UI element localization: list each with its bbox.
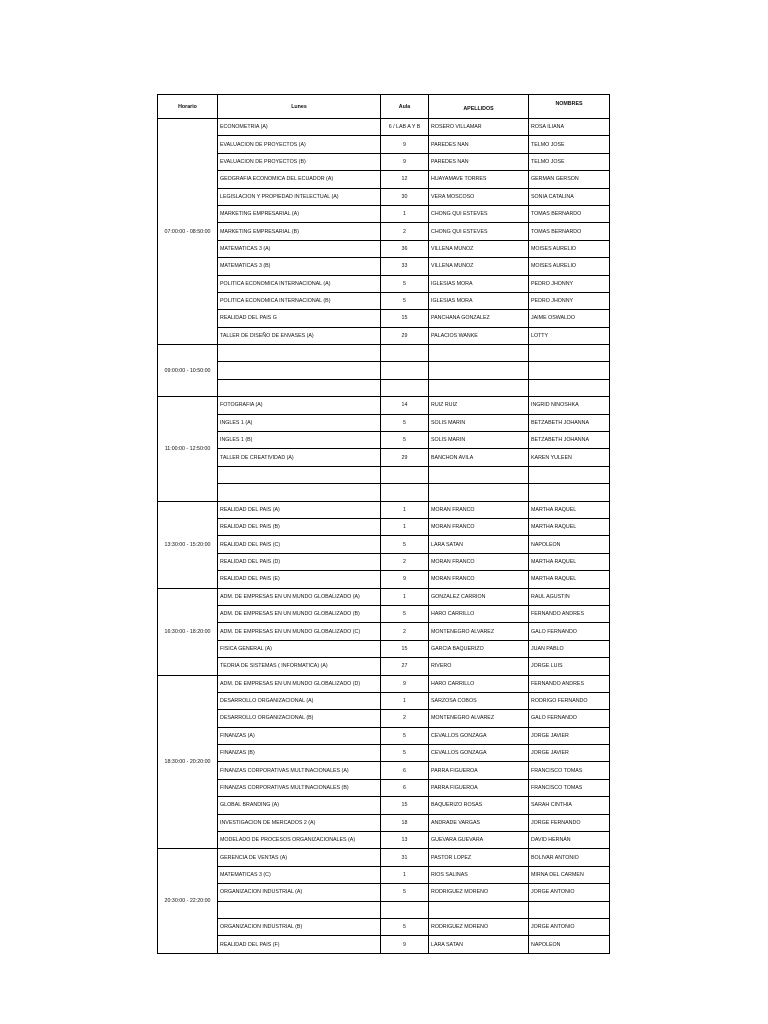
table-row <box>158 849 610 866</box>
nombres-cell: PEDRO JHONNY <box>529 275 610 292</box>
aula-cell: 27 <box>381 658 429 675</box>
apellidos-cell: MORAN FRANCO <box>429 553 529 570</box>
subject-cell: FINANZAS CORPORATIVAS MULTINACIONALES (B) <box>218 779 381 796</box>
table-row <box>158 779 610 796</box>
subject-cell: DESARROLLO ORGANIZACIONAL (B) <box>218 710 381 727</box>
table-row <box>158 501 610 518</box>
table-row <box>158 553 610 570</box>
apellidos-cell: SOLIS MARIN <box>429 432 529 449</box>
time-slot: 16:30:00 - 18:20:00 <box>158 588 218 675</box>
nombres-cell <box>529 901 610 918</box>
time-slot: 18:30:00 - 20:20:00 <box>158 675 218 849</box>
table-row <box>158 658 610 675</box>
apellidos-cell <box>429 484 529 501</box>
nombres-cell: FERNANDO ANDRES <box>529 605 610 622</box>
nombres-cell: SONIA CATALINA <box>529 188 610 205</box>
aula-cell: 1 <box>381 501 429 518</box>
table-row <box>158 901 610 918</box>
table-row <box>158 292 610 309</box>
table-row <box>158 397 610 414</box>
aula-cell: 5 <box>381 727 429 744</box>
apellidos-cell: RODRIGUEZ MORENO <box>429 918 529 935</box>
table-row <box>158 223 610 240</box>
nombres-cell: GALO FERNANDO <box>529 710 610 727</box>
schedule-table <box>157 94 610 954</box>
subject-cell: FINANZAS (B) <box>218 745 381 762</box>
aula-cell: 1 <box>381 518 429 535</box>
subject-cell: GERENCIA DE VENTAS (A) <box>218 849 381 866</box>
aula-cell: 6 / LAB A Y B <box>381 119 429 136</box>
nombres-cell: MARTHA RAQUEL <box>529 501 610 518</box>
subject-cell: MARKETING EMPRESARIAL (B) <box>218 223 381 240</box>
header-row <box>158 95 610 119</box>
apellidos-cell: ANDRADE VARGAS <box>429 814 529 831</box>
nombres-cell <box>529 484 610 501</box>
nombres-cell: TOMAS BERNARDO <box>529 223 610 240</box>
apellidos-cell: RUIZ RUIZ <box>429 397 529 414</box>
apellidos-cell: CEVALLOS GONZAGA <box>429 745 529 762</box>
table-row <box>158 362 610 379</box>
table-row <box>158 153 610 170</box>
aula-cell: 36 <box>381 240 429 257</box>
apellidos-cell: PARRA FIGUEROA <box>429 762 529 779</box>
subject-cell: TALLER DE CREATIVIDAD (A) <box>218 449 381 466</box>
table-row <box>158 414 610 431</box>
table-row <box>158 605 610 622</box>
nombres-cell: NAPOLEON <box>529 936 610 953</box>
subject-cell: REALIDAD DEL PAIS (D) <box>218 553 381 570</box>
subject-cell: FOTOGRAFIA (A) <box>218 397 381 414</box>
subject-cell: GLOBAL BRANDING (A) <box>218 797 381 814</box>
apellidos-cell: MORAN FRANCO <box>429 571 529 588</box>
nombres-cell: JUAN PABLO <box>529 640 610 657</box>
apellidos-cell: PASTOR LOPEZ <box>429 849 529 866</box>
apellidos-cell: SARZOSA COBOS <box>429 692 529 709</box>
time-slot: 11:00:00 - 12:50:00 <box>158 397 218 501</box>
nombres-cell: JORGE LUIS <box>529 658 610 675</box>
aula-cell: 1 <box>381 205 429 222</box>
apellidos-cell: PAREDES NAN <box>429 136 529 153</box>
aula-cell: 5 <box>381 536 429 553</box>
table-row <box>158 188 610 205</box>
subject-cell: ADM. DE EMPRESAS EN UN MUNDO GLOBALIZADO (B) <box>218 605 381 622</box>
aula-cell <box>381 362 429 379</box>
table-row <box>158 745 610 762</box>
subject-cell: INVESTIGACION DE MERCADOS 2 (A) <box>218 814 381 831</box>
nombres-cell: KAREN YULEEN <box>529 449 610 466</box>
subject-cell: MATEMATICAS 3 (B) <box>218 258 381 275</box>
time-slot: 09:00:00 - 10:50:00 <box>158 345 218 397</box>
aula-cell: 15 <box>381 640 429 657</box>
apellidos-cell <box>429 379 529 396</box>
table-row <box>158 571 610 588</box>
table-row <box>158 518 610 535</box>
apellidos-cell: MORAN FRANCO <box>429 518 529 535</box>
header-lunes: Lunes <box>218 95 381 119</box>
aula-cell: 33 <box>381 258 429 275</box>
nombres-cell: PEDRO JHONNY <box>529 292 610 309</box>
apellidos-cell: HARO CARRILLO <box>429 605 529 622</box>
subject-cell: REALIDAD DEL PAIS (C) <box>218 536 381 553</box>
aula-cell: 30 <box>381 188 429 205</box>
nombres-cell: TOMAS BERNARDO <box>529 205 610 222</box>
aula-cell: 5 <box>381 414 429 431</box>
table-row <box>158 240 610 257</box>
subject-cell <box>218 362 381 379</box>
subject-cell: FINANZAS (A) <box>218 727 381 744</box>
table-row <box>158 675 610 692</box>
subject-cell: EVALUACION DE PROYECTOS (A) <box>218 136 381 153</box>
table-row <box>158 797 610 814</box>
apellidos-cell: PANCHANA GONZALEZ <box>429 310 529 327</box>
apellidos-cell: MONTENEGRO ALVAREZ <box>429 710 529 727</box>
table-row <box>158 119 610 136</box>
aula-cell: 9 <box>381 675 429 692</box>
apellidos-cell <box>429 345 529 362</box>
table-row <box>158 832 610 849</box>
subject-cell: MARKETING EMPRESARIAL (A) <box>218 205 381 222</box>
aula-cell: 9 <box>381 936 429 953</box>
aula-cell: 29 <box>381 327 429 344</box>
aula-cell <box>381 466 429 483</box>
table-row <box>158 171 610 188</box>
aula-cell: 1 <box>381 692 429 709</box>
header-aula: Aula <box>381 95 429 119</box>
nombres-cell: MOISES AURELIO <box>529 240 610 257</box>
header-apellidos: APELLIDOS <box>429 95 529 119</box>
nombres-cell: RAUL AGUSTIN <box>529 588 610 605</box>
subject-cell: FINANZAS CORPORATIVAS MULTINACIONALES (A) <box>218 762 381 779</box>
apellidos-cell: GONZALEZ CARRION <box>429 588 529 605</box>
aula-cell: 18 <box>381 814 429 831</box>
subject-cell: MATEMATICAS 3 (C) <box>218 866 381 883</box>
aula-cell <box>381 345 429 362</box>
aula-cell: 1 <box>381 588 429 605</box>
nombres-cell: TELMO JOSE <box>529 136 610 153</box>
subject-cell: MATEMATICAS 3 (A) <box>218 240 381 257</box>
subject-cell: ADM. DE EMPRESAS EN UN MUNDO GLOBALIZADO (D) <box>218 675 381 692</box>
subject-cell <box>218 901 381 918</box>
nombres-cell: FRANCISCO TOMAS <box>529 779 610 796</box>
table-row <box>158 275 610 292</box>
apellidos-cell: PAREDES NAN <box>429 153 529 170</box>
subject-cell <box>218 379 381 396</box>
nombres-cell: MIRNA DEL CARMEN <box>529 866 610 883</box>
time-slot: 20:30:00 - 22:20:00 <box>158 849 218 953</box>
aula-cell: 6 <box>381 779 429 796</box>
subject-cell: EVALUACION DE PROYECTOS (B) <box>218 153 381 170</box>
apellidos-cell: PALACIOS WANKE <box>429 327 529 344</box>
nombres-cell: ROSA ILIANA <box>529 119 610 136</box>
aula-cell: 15 <box>381 797 429 814</box>
header-horario: Horario <box>158 95 218 119</box>
table-row <box>158 710 610 727</box>
nombres-cell: JORGE FERNANDO <box>529 814 610 831</box>
aula-cell: 12 <box>381 171 429 188</box>
apellidos-cell <box>429 466 529 483</box>
subject-cell: DESARROLLO ORGANIZACIONAL (A) <box>218 692 381 709</box>
subject-cell: INGLES 1 (A) <box>218 414 381 431</box>
nombres-cell: DAVID HERNÁN <box>529 832 610 849</box>
subject-cell: TEORIA DE SISTEMAS ( INFORMATICA) (A) <box>218 658 381 675</box>
nombres-cell: TELMO JOSE <box>529 153 610 170</box>
table-row <box>158 345 610 362</box>
subject-cell: INGLES 1 (B) <box>218 432 381 449</box>
table-row <box>158 327 610 344</box>
table-row <box>158 205 610 222</box>
table-row <box>158 866 610 883</box>
nombres-cell: FERNANDO ANDRES <box>529 675 610 692</box>
subject-cell: GEOGRAFIA ECONOMICA DEL ECUADOR (A) <box>218 171 381 188</box>
subject-cell: POLITICA ECONOMICA INTERNACIONAL (A) <box>218 275 381 292</box>
apellidos-cell: VILLENA MUNOZ <box>429 258 529 275</box>
apellidos-cell: MORAN FRANCO <box>429 501 529 518</box>
nombres-cell <box>529 379 610 396</box>
aula-cell: 5 <box>381 884 429 901</box>
aula-cell: 5 <box>381 745 429 762</box>
table-row <box>158 814 610 831</box>
table-row <box>158 884 610 901</box>
subject-cell: POLITICA ECONOMICA INTERNACIONAL (B) <box>218 292 381 309</box>
table-row <box>158 918 610 935</box>
apellidos-cell: HARO CARRILLO <box>429 675 529 692</box>
header-nombres: NOMBRES <box>529 95 610 119</box>
subject-cell: ORGANIZACION INDUSTRIAL (A) <box>218 884 381 901</box>
nombres-cell: JORGE ANTONIO <box>529 884 610 901</box>
apellidos-cell: LARA SATAN <box>429 936 529 953</box>
nombres-cell: BETZABETH JOHANNA <box>529 414 610 431</box>
aula-cell: 9 <box>381 136 429 153</box>
apellidos-cell: GUEVARA GUEVARA <box>429 832 529 849</box>
nombres-cell: RODRIGO FERNANDO <box>529 692 610 709</box>
nombres-cell: FRANCISCO TOMAS <box>529 762 610 779</box>
table-row <box>158 623 610 640</box>
aula-cell: 5 <box>381 918 429 935</box>
table-row <box>158 136 610 153</box>
schedule-body <box>158 119 610 954</box>
aula-cell: 5 <box>381 292 429 309</box>
aula-cell <box>381 901 429 918</box>
apellidos-cell: CHONG QUI ESTEVES <box>429 205 529 222</box>
nombres-cell: INGRID NINOSHKA <box>529 397 610 414</box>
apellidos-cell: PARRA FIGUEROA <box>429 779 529 796</box>
subject-cell: REALIDAD DEL PAIS (F) <box>218 936 381 953</box>
table-row <box>158 762 610 779</box>
subject-cell: ADM. DE EMPRESAS EN UN MUNDO GLOBALIZADO (C) <box>218 623 381 640</box>
apellidos-cell: CEVALLOS GONZAGA <box>429 727 529 744</box>
nombres-cell: LOTTY <box>529 327 610 344</box>
table-row <box>158 484 610 501</box>
nombres-cell: JORGE JAVIER <box>529 745 610 762</box>
apellidos-cell: RODRIGUEZ MORENO <box>429 884 529 901</box>
subject-cell <box>218 466 381 483</box>
apellidos-cell: ROSERO VILLAMAR <box>429 119 529 136</box>
nombres-cell: BETZABETH JOHANNA <box>529 432 610 449</box>
aula-cell: 2 <box>381 553 429 570</box>
table-row <box>158 449 610 466</box>
subject-cell: LEGISLACION Y PROPIEDAD INTELECTUAL (A) <box>218 188 381 205</box>
table-row <box>158 588 610 605</box>
aula-cell: 29 <box>381 449 429 466</box>
aula-cell: 2 <box>381 623 429 640</box>
subject-cell: ORGANIZACION INDUSTRIAL (B) <box>218 918 381 935</box>
apellidos-cell: LARA SATAN <box>429 536 529 553</box>
subject-cell <box>218 484 381 501</box>
subject-cell: REALIDAD DEL PAIS G <box>218 310 381 327</box>
apellidos-cell <box>429 362 529 379</box>
nombres-cell: SARAH CINTHIA <box>529 797 610 814</box>
nombres-cell: MARTHA RAQUEL <box>529 518 610 535</box>
subject-cell: REALIDAD DEL PAIS (A) <box>218 501 381 518</box>
nombres-cell: GERMAN GERSON <box>529 171 610 188</box>
apellidos-cell: MONTENEGRO ALVAREZ <box>429 623 529 640</box>
table-row <box>158 536 610 553</box>
aula-cell: 6 <box>381 762 429 779</box>
nombres-cell <box>529 345 610 362</box>
subject-cell: ECONOMETRIA (A) <box>218 119 381 136</box>
aula-cell: 2 <box>381 710 429 727</box>
apellidos-cell: IGLESIAS MORA <box>429 275 529 292</box>
nombres-cell: JAIME OSWALDO <box>529 310 610 327</box>
nombres-cell: NAPOLEON <box>529 536 610 553</box>
subject-cell: ADM. DE EMPRESAS EN UN MUNDO GLOBALIZADO (A) <box>218 588 381 605</box>
table-row <box>158 727 610 744</box>
aula-cell: 5 <box>381 432 429 449</box>
table-row <box>158 936 610 953</box>
apellidos-cell: RIVERO <box>429 658 529 675</box>
apellidos-cell: CHONG QUI ESTEVES <box>429 223 529 240</box>
subject-cell: REALIDAD DEL PAIS (E) <box>218 571 381 588</box>
aula-cell: 5 <box>381 605 429 622</box>
aula-cell: 2 <box>381 223 429 240</box>
aula-cell <box>381 484 429 501</box>
subject-cell <box>218 345 381 362</box>
subject-cell: FISICA GENERAL (A) <box>218 640 381 657</box>
nombres-cell: MOISES AURELIO <box>529 258 610 275</box>
aula-cell: 9 <box>381 571 429 588</box>
aula-cell: 15 <box>381 310 429 327</box>
nombres-cell: JORGE ANTONIO <box>529 918 610 935</box>
subject-cell: REALIDAD DEL PAIS (B) <box>218 518 381 535</box>
apellidos-cell: BAQUERIZO ROSAS <box>429 797 529 814</box>
nombres-cell: MARTHA RAQUEL <box>529 553 610 570</box>
apellidos-cell: VERA MOSCOSO <box>429 188 529 205</box>
apellidos-cell: RIOS SALINAS <box>429 866 529 883</box>
nombres-cell: MARTHA RAQUEL <box>529 571 610 588</box>
apellidos-cell: SOLIS MARIN <box>429 414 529 431</box>
aula-cell: 1 <box>381 866 429 883</box>
nombres-cell: GALO FERNANDO <box>529 623 610 640</box>
apellidos-cell: IGLESIAS MORA <box>429 292 529 309</box>
table-row <box>158 466 610 483</box>
subject-cell: TALLER DE DISEÑO DE ENVASES (A) <box>218 327 381 344</box>
apellidos-cell <box>429 901 529 918</box>
time-slot: 13:30:00 - 15:20:00 <box>158 501 218 588</box>
apellidos-cell: VILLENA MUNOZ <box>429 240 529 257</box>
nombres-cell <box>529 362 610 379</box>
aula-cell: 5 <box>381 275 429 292</box>
apellidos-cell: HUAYAMAVE TORRES <box>429 171 529 188</box>
aula-cell: 14 <box>381 397 429 414</box>
table-row <box>158 258 610 275</box>
aula-cell: 13 <box>381 832 429 849</box>
table-row <box>158 379 610 396</box>
subject-cell: MODELADO DE PROCESOS ORGANIZACIONALES (A) <box>218 832 381 849</box>
apellidos-cell: BANCHON AVILA <box>429 449 529 466</box>
nombres-cell: BOLIVAR ANTONIO <box>529 849 610 866</box>
table-row <box>158 310 610 327</box>
aula-cell <box>381 379 429 396</box>
aula-cell: 9 <box>381 153 429 170</box>
nombres-cell: JORGE JAVIER <box>529 727 610 744</box>
apellidos-cell: GARCIA BAQUERIZO <box>429 640 529 657</box>
table-row <box>158 640 610 657</box>
table-row <box>158 692 610 709</box>
table-row <box>158 432 610 449</box>
aula-cell: 31 <box>381 849 429 866</box>
time-slot: 07:00:00 - 08:50:00 <box>158 119 218 345</box>
nombres-cell <box>529 466 610 483</box>
